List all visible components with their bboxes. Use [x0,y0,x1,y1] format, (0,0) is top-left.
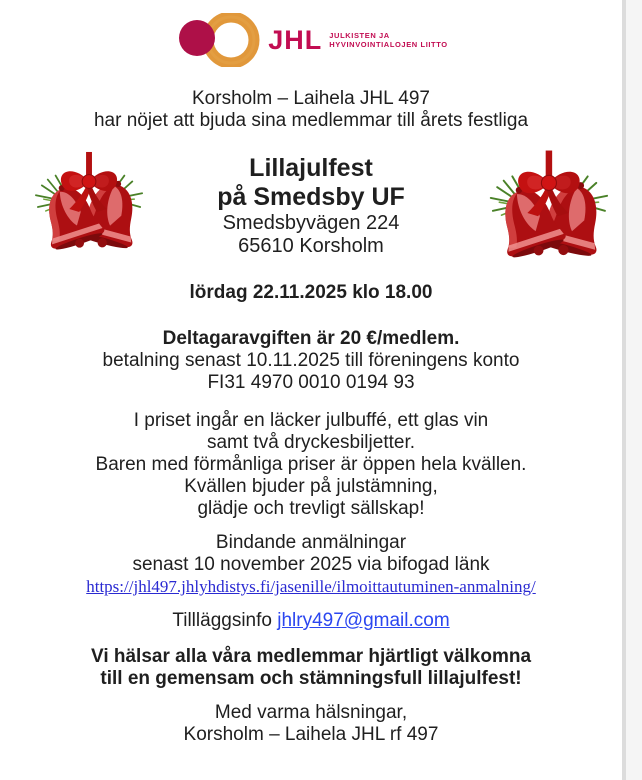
welcome-line2: till en gemensam och stämningsfull lillajulfest! [100,668,522,689]
details-line4: Kvällen bjuder på julstämning, [184,476,438,497]
jhl-wordmark: JHL [268,24,323,55]
page-edge-background [626,0,642,780]
extra-info-block [0,610,622,632]
intro-line1: Korsholm – Laihela JHL 497 [192,88,430,109]
jhl-tagline-line2: HYVINVOINTIALOJEN LIITTO [329,40,448,49]
extra-info-label: Tillläggsinfo [172,610,278,631]
event-title: Lillajulfest [249,154,373,182]
registration-line1: Bindande anmälningar [215,532,407,553]
extra-info-email-link[interactable]: jhlry497@gmail.com [277,610,450,631]
christmas-bells-icon [480,148,620,278]
closing-line1: Med varma hälsningar, [214,702,408,723]
event-address-city: 65610 Korsholm [238,235,384,257]
event-address-street: Smedsbyvägen 224 [222,212,400,234]
welcome-block [0,646,622,690]
payment-block [0,328,622,394]
closing-block [0,702,622,746]
closing-line2: Korsholm – Laihela JHL rf 497 [183,724,439,745]
payment-account-number: FI31 4970 0010 0194 93 [207,372,415,393]
jhl-logo [0,0,622,68]
payment-fee: Deltagaravgiften är 20 €/medlem. [162,328,460,349]
registration-line2: senast 10 november 2025 via bifogad länk [132,554,490,575]
details-line1: I priset ingår en läcker julbuffé, ett glas vin [133,410,489,431]
registration-link[interactable]: https://jhl497.jhlyhdistys.fi/jasenille/ilmoittautuminen-anmalning/ [86,577,536,596]
event-venue: på Smedsby UF [217,183,405,211]
jhl-tagline-line1: JULKISTEN JA [329,30,390,40]
details-line2: samt två dryckesbiljetter. [206,432,416,453]
details-block [0,410,622,520]
details-line5: glädje och trevligt sällskap! [197,498,425,519]
intro-line2: har nöjet att bjuda sina medlemmar till årets festliga [93,110,529,131]
christmas-bells-icon [26,150,154,268]
christmas-bells-image-right [480,148,620,278]
jhl-logo-text [268,24,448,55]
registration-block [0,532,622,598]
event-datetime: lördag 22.11.2025 klo 18.00 [189,282,433,303]
jhl-logo-icon [174,13,266,67]
details-line3: Baren med förmånliga priser är öppen hela kvällen. [95,454,527,475]
payment-deadline: betalning senast 10.11.2025 till föreningens konto [102,350,520,371]
intro-block [0,88,622,132]
welcome-line1: Vi hälsar alla våra medlemmar hjärtligt välkomna [90,646,532,667]
christmas-bells-image-left [26,150,154,268]
jhl-tagline [329,31,447,50]
